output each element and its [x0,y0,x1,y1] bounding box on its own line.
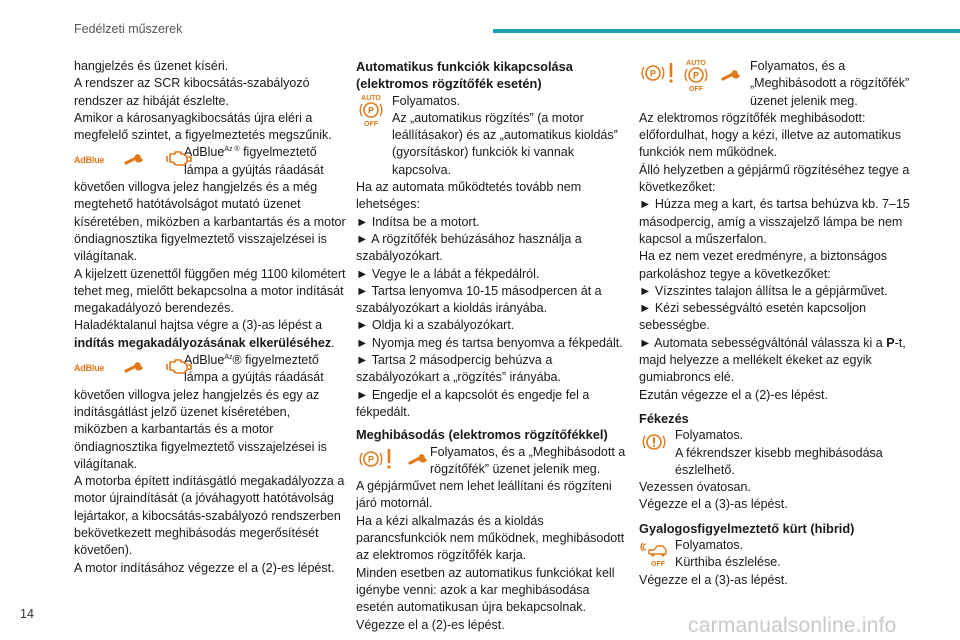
status-text: Folyamatos. [675,428,744,443]
wrench-icon [118,354,158,378]
step: ► Tartsa lenyomva 10-15 másodpercen át a szabályozókart a kioldás irányába. [356,283,602,316]
column-3 [639,58,911,589]
adblue-icon: AdBlue [74,363,105,374]
adblue-text: AdBlue [184,145,225,160]
superscript: Az [224,353,233,361]
step: ► A rögzítőfék behúzásához használja a szabályozókart. [356,231,582,264]
engine-icon [164,146,194,170]
status-text: Folyamatos, és a „Meghibásodott a rögzítőfék” üzenet jelenik meg. [430,444,626,476]
paragraph: Ezután végezze el a (2)-es lépést. [639,387,828,402]
svg-text:P: P [367,454,375,465]
svg-text:P: P [367,105,375,116]
column-2 [356,58,628,634]
step: ► Húzza meg a kart, és tartsa behúzva kb. 7–15 másodpercig, amíg a visszajelző lámpa be nem kapcsol a műszerfalon. [639,197,910,246]
off-label: OFF [364,120,378,127]
page-number: 14 [20,607,34,621]
paragraph: A motor indításához végezze el a (2)-es lépést. [74,560,335,575]
icon-group [74,146,194,176]
adblue-text: AdBlue [184,353,225,368]
paragraph: Álló helyzetben a gépjármű rögzítéséhez tegye a következőket: [639,162,910,195]
superscript: Az ® [224,146,240,154]
paragraph: Haladéktalanul hajtsa végre a (3)-as lépést a indítás megakadályozásának elkerüléséhez. [74,318,335,350]
horn-block [639,537,911,572]
paragraph: A gépjárművet nem lehet leállítani és rögzíteni járó motornál. [356,479,612,511]
running-header: Fedélzeti műszerek [74,22,183,36]
section-heading: Automatikus funkciók kikapcsolása (elektromos rögzítőfék esetén) [356,59,573,92]
step: ► Kézi sebességváltó esetén kapcsoljon sebességbe. [639,301,867,333]
adblue-warning-block-1 [74,144,346,179]
parking-brake-auto-off-icon [356,93,386,127]
paragraph: A kijelzett üzenettől függően még 1100 kilométert tehet meg, mielőtt bekapcsolna a motor indítását megakadályozó berendezés. [74,266,346,316]
svg-text:P: P [692,70,700,81]
auto-off-block [356,93,628,179]
auto-label: AUTO [361,94,381,102]
paragraph: Ha a kézi alkalmazás és a kioldás parancsfunkciók nem működnek, meghibásodott az elektromos rögzítőfék karja. [356,513,625,563]
icon-group [639,537,671,567]
icon-group [356,446,440,476]
pedestrian-horn-icon [639,537,671,567]
header-accent-bar [493,29,960,33]
status-text: Folyamatos. [675,538,744,553]
step: ► Tartsa 2 másodpercig behúzva a szabályozókart a „rögzítés” irányába. [356,353,561,385]
adblue-icon: AdBlue [74,155,105,166]
section-heading: Gyalogosfigyelmeztető kürt (hibrid) [639,520,855,536]
paragraph: Ha ez nem vezet eredményre, a biztonságos parkoláshoz tegye a következőket: [639,249,888,281]
step: ► Engedje el a kapcsolót és engedje fel a fékpedált. [356,387,590,419]
off-label: OFF [689,86,703,92]
parking-brake-fault-icon [639,58,679,88]
auto-label: AUTO [686,60,706,67]
wrench-icon [404,446,440,470]
paragraph: Végezze el a (2)-es lépést. [356,617,505,632]
paragraph: Végezze el a (3)-as lépést. [639,572,788,587]
warning-text: figyelmeztető lámpa a gyújtás ráadását [184,145,324,177]
bold-text: indítás megakadályozásának elkerüléséhez [74,335,332,350]
parking-brake-auto-off-icon [681,58,711,92]
off-label: OFF [651,561,665,568]
step: ► Indítsa be a motort. [356,214,480,229]
status-text: Az „automatikus rögzítés” (a motor leállításakor) és az „automatikus kioldás” (gyorsításkor) funkciók ki vannak kapcsolva. [392,110,618,177]
section-heading: Meghibásodás (elektromos rögzítőfékkel) [356,427,608,443]
step: ► Oldja ki a szabályozókart. [356,318,515,333]
paragraph: követően villogva jelez hangjelzés és egy az indításgátlást jelző üzenet kíséretében, miközben a karbantartás és a motor öndiagnosztika figyelmeztető visszajelzései is világítanak. [74,387,327,471]
step: ► Automata sebességváltónál válassza ki a P-t, majd helyezze a mellékelt ékeket az egyik gumiabroncs elé. [639,335,906,385]
adblue-warning-block-2 [74,352,346,387]
status-text: A fékrendszer kisebb meghibásodása észlelhető. [675,445,883,477]
brake-fault-block [356,444,628,479]
step: ► Nyomja meg és tartsa benyomva a fékpedált. [356,335,623,350]
watermark: carmanualsonline.info [688,614,897,637]
brake-fault-auto-block [639,58,911,110]
column-1 [74,58,346,577]
icon-group [639,58,753,92]
paragraph: hangjelzés és üzenet kíséri. [74,59,229,73]
status-text: Folyamatos. [392,93,461,108]
bold-text: P [886,335,895,350]
icon-group [639,429,669,459]
icon-group [74,354,194,384]
paragraph: Végezze el a (3)-as lépést. [639,497,788,512]
engine-icon [164,354,194,378]
brake-warning-icon [639,429,669,455]
brake-block [639,427,911,479]
icon-group [356,93,386,127]
section-heading: Fékezés [639,410,689,426]
paragraph: Vezessen óvatosan. [639,480,751,495]
paragraph: Minden esetben az automatikus funkciókat kell igénybe venni: azok a kar meghibásodása esetén automatikusan újra bekapcsolnak. [356,565,615,615]
paragraph: A rendszer az SCR kibocsátás-szabályozó rendszer az hibáját észlelte. [74,76,310,108]
wrench-icon [118,146,158,170]
status-text: Folyamatos, és a „Meghibásodott a rögzítőfék” üzenet jelenik meg. [750,59,910,108]
paragraph: A motorba épített indításgátló megakadályozza a motor újraindítását (a jóváhagyott hatótávolság lejártakor, a kibocsátás-szabályozó rendszerben bekövetkezett meghibásodás megerősítését követően). [74,474,345,558]
parking-brake-fault-icon [356,446,398,472]
paragraph: Az elektromos rögzítőfék meghibásodott: előfordulhat, hogy a kézi, illetve az automatikus funkciók nem működnek. [639,110,901,160]
svg-text:P: P [649,68,657,79]
wrench-icon [717,62,753,86]
step: ► Vízszintes talajon állítsa le a gépjárművet. [639,283,888,298]
step: ► Vegye le a lábát a fékpedálról. [356,266,540,281]
warning-text: ® figyelmeztető lámpa a gyújtás ráadását [184,353,324,385]
paragraph: Amikor a károsanyagkibocsátás újra eléri a megfelelő szintet, a figyelmeztetés megszűnik. [74,110,332,143]
status-text: Kürthiba észlelése. [675,555,781,570]
paragraph: követően villogva jelez hangjelzés és a még megtehető hatótávolságot mutató üzenet kíséretében, miközben a karbantartás és a motor öndiagnosztika figyelmeztető visszajelzései is világítanak. [74,180,346,264]
paragraph: Ha az automata működtetés tovább nem lehetséges: [356,180,582,212]
